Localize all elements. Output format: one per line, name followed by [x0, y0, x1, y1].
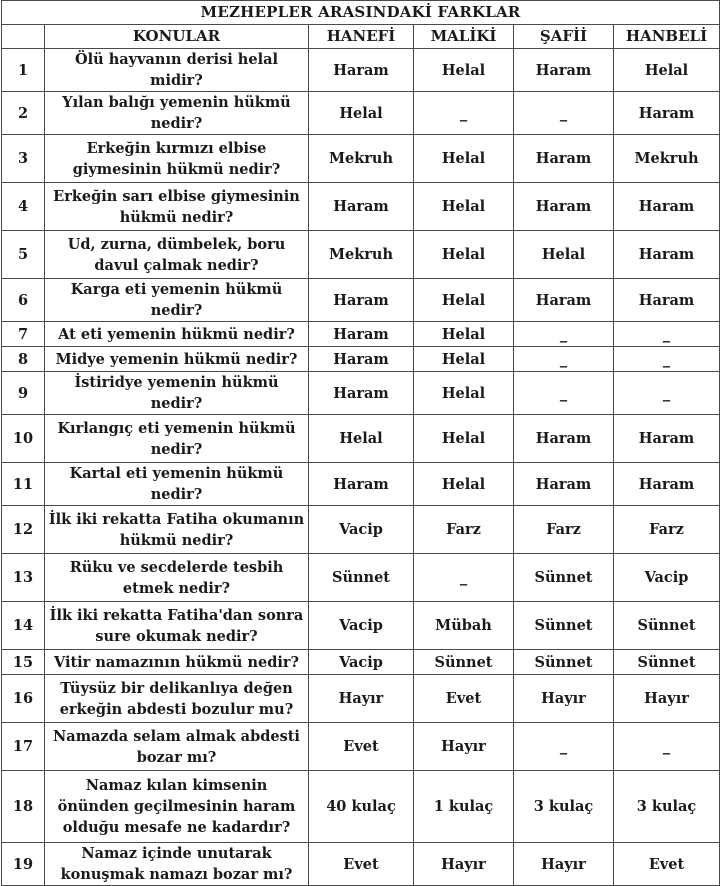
- table-row: [2, 183, 720, 231]
- row-question: Namaz kılan kimsenin önünden geçilmesinin haram olduğu mesafe ne kadardır?: [45, 771, 309, 843]
- table-row: [2, 650, 720, 675]
- row-number: 11: [2, 463, 45, 506]
- cell-maliki: Helal: [414, 322, 514, 347]
- cell-hanefi: Haram: [309, 279, 414, 322]
- cell-hanefi: Evet: [309, 723, 414, 771]
- cell-safii: Haram: [514, 135, 614, 183]
- row-question: Rüku ve secdelerde tesbih etmek nedir?: [45, 554, 309, 602]
- cell-hanbeli: Hayır: [614, 675, 720, 723]
- row-question: Karga eti yemenin hükmü nedir?: [45, 279, 309, 322]
- cell-hanbeli: _: [614, 723, 720, 771]
- header-number: [2, 25, 45, 49]
- cell-hanbeli: 3 kulaç: [614, 771, 720, 843]
- cell-maliki: Helal: [414, 49, 514, 92]
- cell-safii: Haram: [514, 415, 614, 463]
- cell-hanefi: Vacip: [309, 602, 414, 650]
- cell-maliki: Helal: [414, 279, 514, 322]
- row-question: Midye yemenin hükmü nedir?: [45, 347, 309, 372]
- row-number: 19: [2, 843, 45, 886]
- cell-safii: Sünnet: [514, 554, 614, 602]
- row-question: İstiridye yemenin hükmü nedir?: [45, 372, 309, 415]
- cell-hanefi: Helal: [309, 92, 414, 135]
- cell-hanbeli: Haram: [614, 463, 720, 506]
- cell-safii: Helal: [514, 231, 614, 279]
- table-row: [2, 347, 720, 372]
- table-row: [2, 372, 720, 415]
- row-question: Vitir namazının hükmü nedir?: [45, 650, 309, 675]
- row-question: Erkeğin kırmızı elbise giymesinin hükmü nedir?: [45, 135, 309, 183]
- row-question: İlk iki rekatta Fatiha okumanın hükmü nedir?: [45, 506, 309, 554]
- cell-hanbeli: Mekruh: [614, 135, 720, 183]
- cell-hanefi: Haram: [309, 372, 414, 415]
- row-number: 5: [2, 231, 45, 279]
- cell-safii: Sünnet: [514, 650, 614, 675]
- row-question: Kırlangıç eti yemenin hükmü nedir?: [45, 415, 309, 463]
- table-row: [2, 723, 720, 771]
- cell-maliki: Farz: [414, 506, 514, 554]
- row-number: 17: [2, 723, 45, 771]
- table-row: [2, 602, 720, 650]
- cell-hanefi: Hayır: [309, 675, 414, 723]
- cell-hanefi: Helal: [309, 415, 414, 463]
- table-row: [2, 92, 720, 135]
- cell-safii: Haram: [514, 183, 614, 231]
- cell-hanbeli: Sünnet: [614, 602, 720, 650]
- row-question: Ölü hayvanın derisi helal midir?: [45, 49, 309, 92]
- header-hanefi: HANEFİ: [309, 25, 414, 49]
- row-question: Kartal eti yemenin hükmü nedir?: [45, 463, 309, 506]
- cell-hanbeli: Haram: [614, 415, 720, 463]
- row-number: 4: [2, 183, 45, 231]
- cell-safii: Haram: [514, 49, 614, 92]
- row-number: 2: [2, 92, 45, 135]
- table-row: [2, 771, 720, 843]
- row-question: Erkeğin sarı elbise giymesinin hükmü nedir?: [45, 183, 309, 231]
- cell-hanefi: Mekruh: [309, 231, 414, 279]
- row-number: 1: [2, 49, 45, 92]
- table-row: [2, 506, 720, 554]
- row-question: At eti yemenin hükmü nedir?: [45, 322, 309, 347]
- cell-safii: _: [514, 322, 614, 347]
- cell-maliki: Helal: [414, 463, 514, 506]
- cell-hanefi: Sünnet: [309, 554, 414, 602]
- cell-hanbeli: _: [614, 347, 720, 372]
- row-number: 15: [2, 650, 45, 675]
- header-row: [2, 25, 720, 49]
- table-row: [2, 231, 720, 279]
- table-row: [2, 49, 720, 92]
- cell-hanefi: Haram: [309, 322, 414, 347]
- table-row: [2, 135, 720, 183]
- cell-safii: Hayır: [514, 843, 614, 886]
- cell-hanbeli: Haram: [614, 92, 720, 135]
- cell-hanbeli: Haram: [614, 231, 720, 279]
- cell-maliki: Hayır: [414, 723, 514, 771]
- row-number: 12: [2, 506, 45, 554]
- cell-hanbeli: Haram: [614, 183, 720, 231]
- cell-maliki: _: [414, 554, 514, 602]
- table-row: [2, 322, 720, 347]
- cell-safii: _: [514, 347, 614, 372]
- cell-hanefi: Evet: [309, 843, 414, 886]
- row-number: 6: [2, 279, 45, 322]
- cell-hanbeli: Haram: [614, 279, 720, 322]
- cell-maliki: _: [414, 92, 514, 135]
- cell-maliki: Sünnet: [414, 650, 514, 675]
- row-question: İlk iki rekatta Fatiha'dan sonra sure okumak nedir?: [45, 602, 309, 650]
- cell-safii: 3 kulaç: [514, 771, 614, 843]
- row-number: 14: [2, 602, 45, 650]
- row-number: 8: [2, 347, 45, 372]
- row-number: 18: [2, 771, 45, 843]
- cell-maliki: 1 kulaç: [414, 771, 514, 843]
- table-row: [2, 675, 720, 723]
- cell-hanefi: Vacip: [309, 650, 414, 675]
- row-number: 3: [2, 135, 45, 183]
- header-maliki: MALİKİ: [414, 25, 514, 49]
- cell-maliki: Helal: [414, 183, 514, 231]
- cell-safii: _: [514, 723, 614, 771]
- cell-safii: _: [514, 92, 614, 135]
- row-question: Yılan balığı yemenin hükmü nedir?: [45, 92, 309, 135]
- cell-hanefi: Haram: [309, 347, 414, 372]
- row-number: 7: [2, 322, 45, 347]
- cell-hanefi: 40 kulaç: [309, 771, 414, 843]
- cell-safii: Farz: [514, 506, 614, 554]
- row-number: 10: [2, 415, 45, 463]
- cell-maliki: Helal: [414, 372, 514, 415]
- cell-maliki: Mübah: [414, 602, 514, 650]
- cell-safii: Hayır: [514, 675, 614, 723]
- cell-hanbeli: Vacip: [614, 554, 720, 602]
- row-number: 13: [2, 554, 45, 602]
- cell-hanbeli: _: [614, 372, 720, 415]
- cell-safii: Haram: [514, 463, 614, 506]
- cell-maliki: Helal: [414, 231, 514, 279]
- cell-safii: Haram: [514, 279, 614, 322]
- cell-safii: _: [514, 372, 614, 415]
- row-question: Namaz içinde unutarak konuşmak namazı bozar mı?: [45, 843, 309, 886]
- header-konular: KONULAR: [45, 25, 309, 49]
- cell-maliki: Hayır: [414, 843, 514, 886]
- cell-maliki: Helal: [414, 135, 514, 183]
- cell-hanefi: Haram: [309, 463, 414, 506]
- cell-hanbeli: Helal: [614, 49, 720, 92]
- header-safii: ŞAFİİ: [514, 25, 614, 49]
- table-title: MEZHEPLER ARASINDAKİ FARKLAR: [2, 1, 720, 25]
- cell-maliki: Evet: [414, 675, 514, 723]
- cell-hanefi: Haram: [309, 49, 414, 92]
- table-row: [2, 843, 720, 886]
- cell-hanefi: Haram: [309, 183, 414, 231]
- cell-hanefi: Mekruh: [309, 135, 414, 183]
- cell-maliki: Helal: [414, 347, 514, 372]
- cell-hanbeli: _: [614, 322, 720, 347]
- cell-hanefi: Vacip: [309, 506, 414, 554]
- row-question: Namazda selam almak abdesti bozar mı?: [45, 723, 309, 771]
- mezhep-comparison-table: [1, 0, 720, 886]
- table-row: [2, 554, 720, 602]
- cell-hanbeli: Farz: [614, 506, 720, 554]
- cell-safii: Sünnet: [514, 602, 614, 650]
- table-row: [2, 463, 720, 506]
- row-question: Tüysüz bir delikanlıya değen erkeğin abdesti bozulur mu?: [45, 675, 309, 723]
- table-row: [2, 279, 720, 322]
- cell-hanbeli: Sünnet: [614, 650, 720, 675]
- header-hanbeli: HANBELİ: [614, 25, 720, 49]
- table-row: [2, 415, 720, 463]
- row-number: 16: [2, 675, 45, 723]
- row-number: 9: [2, 372, 45, 415]
- row-question: Ud, zurna, dümbelek, boru davul çalmak nedir?: [45, 231, 309, 279]
- cell-maliki: Helal: [414, 415, 514, 463]
- cell-hanbeli: Evet: [614, 843, 720, 886]
